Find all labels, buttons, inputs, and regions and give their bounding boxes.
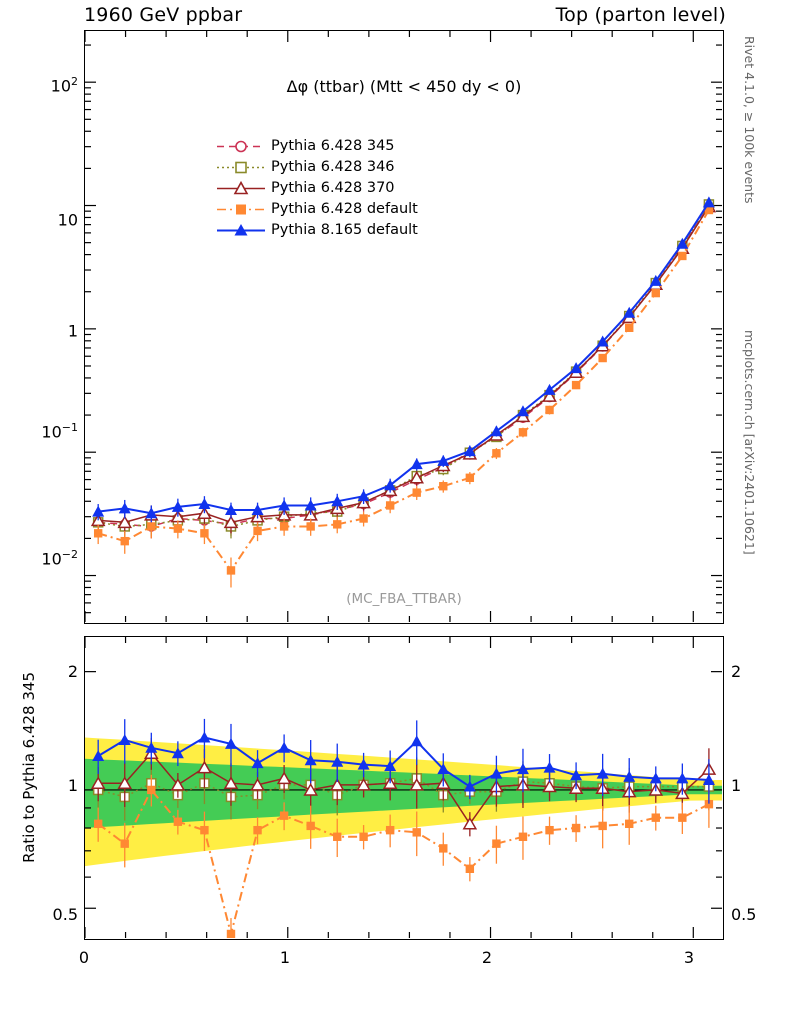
- header-right-label: Top (parton level): [555, 4, 726, 26]
- ratio-y-axis-label: Ratio to Pythia 6.428 345: [20, 672, 38, 863]
- plot-title: Δφ (ttbar) (Mtt < 450 dy < 0): [286, 77, 522, 96]
- main-ytick-1e1: 10: [57, 210, 78, 230]
- main-ytick-1e0: 1: [67, 321, 78, 341]
- main-ytick-1em1: $10^{-1}$: [41, 421, 78, 442]
- rivet-version-caption: Rivet 4.1.0, ≥ 100k events: [742, 36, 757, 204]
- legend-label-1: Pythia 6.428 346: [271, 159, 395, 175]
- xtick-2: 2: [481, 948, 493, 967]
- legend-label-2: Pythia 6.428 370: [271, 180, 395, 196]
- legend-item-0[interactable]: [215, 136, 418, 157]
- legend-item-1[interactable]: [215, 157, 418, 178]
- main-plot-canvas: [85, 31, 722, 622]
- ratio-ytick-05-left: 0.5: [52, 905, 78, 924]
- legend-swatch-3: [215, 199, 267, 220]
- ratio-plot-frame: [84, 636, 724, 940]
- legend-label-4: Pythia 8.165 default: [271, 222, 418, 238]
- ratio-ytick-1-right: 1: [731, 776, 742, 795]
- legend-swatch-2: [215, 178, 267, 199]
- main-ytick-1e2: $10^2$: [50, 75, 78, 96]
- legend-swatch-0: [215, 136, 267, 157]
- xtick-3: 3: [683, 948, 695, 967]
- legend: [215, 136, 418, 241]
- ratio-ytick-1-left: 1: [67, 776, 78, 795]
- plot-watermark: (MC_FBA_TTBAR): [346, 591, 462, 607]
- legend-item-3[interactable]: [215, 199, 418, 220]
- mcplots-caption: mcplots.cern.ch [arXiv:2401.10621]: [742, 330, 757, 555]
- legend-label-3: Pythia 6.428 default: [271, 201, 418, 217]
- main-plot-frame: [84, 30, 724, 624]
- legend-swatch-1: [215, 157, 267, 178]
- ratio-plot-canvas: [85, 637, 722, 938]
- ratio-ytick-05-right: 0.5: [731, 905, 757, 924]
- ratio-ytick-2-right: 2: [731, 662, 742, 681]
- legend-label-0: Pythia 6.428 345: [271, 138, 395, 154]
- main-ytick-1em2: $10^{-2}$: [41, 548, 78, 569]
- header-left-label: 1960 GeV ppbar: [84, 4, 243, 26]
- legend-item-2[interactable]: [215, 178, 418, 199]
- xtick-0: 0: [78, 948, 90, 967]
- ratio-ytick-2-left: 2: [67, 662, 78, 681]
- legend-swatch-4: [215, 220, 267, 241]
- legend-item-4[interactable]: [215, 220, 418, 241]
- xtick-1: 1: [279, 948, 291, 967]
